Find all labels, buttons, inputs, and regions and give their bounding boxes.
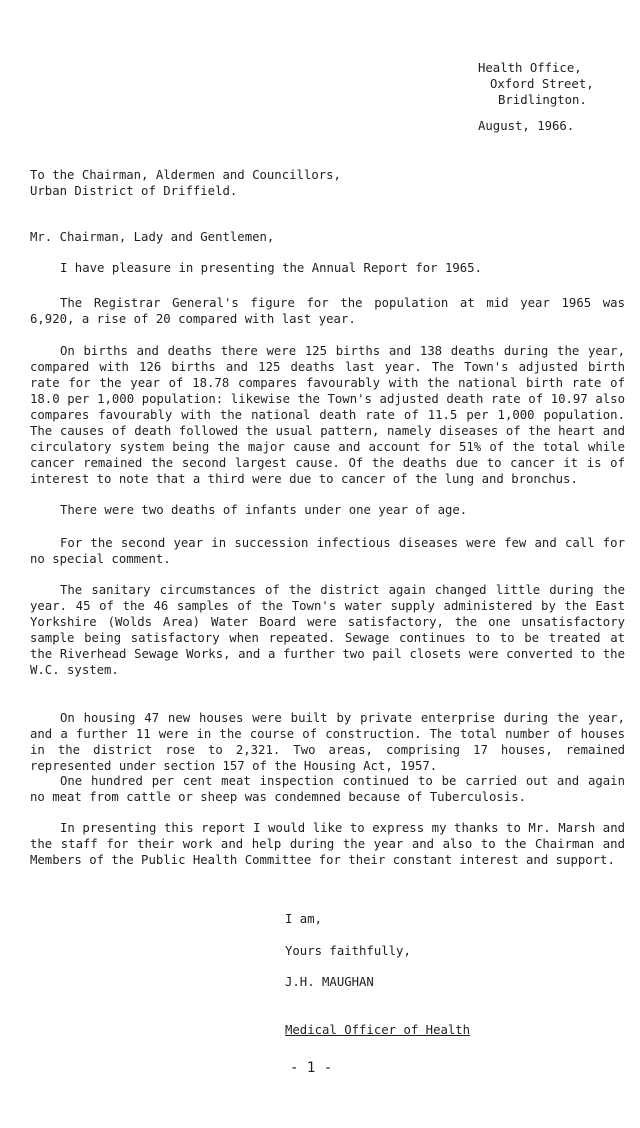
paragraph-births-deaths bbox=[30, 343, 625, 487]
sender-address bbox=[478, 60, 594, 108]
paragraph-births-deaths-text: On births and deaths there were 125 births and 138 deaths during the year, compared with 126 births and 125 deaths last year. The Town's adjusted birth rate for the year of 18.78 compares favourably with the national birth rate of 18.0 per 1,000 population: likewise the Town's adjusted death rate of 10.97 also compares favourably with the national death rate of 11.5 per 1,000 population. The causes of death followed the usual pattern, namely diseases of the heart and circulatory system being the major cause and account for 51% of the total while cancer remained the second largest cause. Of the deaths due to cancer it is of interest to note that a third were due to cancer of the lung and bronchus. bbox=[30, 344, 625, 486]
paragraph-population-text: The Registrar General's figure for the population at mid year 1965 was 6,920, a rise of 20 compared with last year. bbox=[30, 296, 625, 326]
paragraph-meat-inspection bbox=[30, 773, 625, 805]
address-line-2: Oxford Street, bbox=[490, 77, 594, 91]
page-number: - 1 - bbox=[290, 1060, 333, 1076]
paragraph-infectious-text: For the second year in succession infectious diseases were few and call for no special comment. bbox=[30, 536, 625, 566]
closing-line-2: Yours faithfully, bbox=[285, 944, 411, 958]
paragraph-intro-text: I have pleasure in presenting the Annual Report for 1965. bbox=[60, 261, 482, 275]
paragraph-sanitary-text: The sanitary circumstances of the district again changed little during the year. 45 of the 46 samples of the Town's water supply administered by the East Yorkshire (Wolds Area) Water Board were satisfactory, the one unsatisfactory sample being satisfactory when repeated. Sewage continues to to be treated at the Riverhead Sewage Works, and a further two pail closets were converted to the W.C. system. bbox=[30, 583, 625, 677]
signature: J.H. MAUGHAN bbox=[285, 975, 374, 989]
paragraph-infectious bbox=[30, 535, 625, 567]
paragraph-intro bbox=[30, 260, 625, 276]
salutation: Mr. Chairman, Lady and Gentlemen, bbox=[30, 230, 275, 244]
paragraph-sanitary bbox=[30, 582, 625, 678]
recipient-block bbox=[30, 167, 341, 199]
paragraph-infant-deaths-text: There were two deaths of infants under one year of age. bbox=[60, 503, 468, 517]
address-line-3: Bridlington. bbox=[498, 93, 587, 107]
paragraph-meat-inspection-text: One hundred per cent meat inspection continued to be carried out and again no meat from cattle or sheep was condemned because of Tuberculosis. bbox=[30, 774, 625, 804]
paragraph-infant-deaths bbox=[30, 502, 625, 518]
paragraph-housing-text: On housing 47 new houses were built by private enterprise during the year, and a further 11 were in the course of construction. The total number of houses in the district rose to 2,321. Two areas, comprising 17 houses, remained represented under section 157 of the Housing Act, 1957. bbox=[30, 711, 625, 773]
paragraph-thanks-text: In presenting this report I would like to express my thanks to Mr. Marsh and the staff for their work and help during the year and also to the Chairman and Members of the Public Health Committee for their constant interest and support. bbox=[30, 821, 625, 867]
paragraph-thanks bbox=[30, 820, 625, 868]
paragraph-population bbox=[30, 295, 625, 327]
recipient-line-1: To the Chairman, Aldermen and Councillors, bbox=[30, 168, 341, 182]
paragraph-housing bbox=[30, 710, 625, 774]
address-line-1: Health Office, bbox=[478, 61, 582, 75]
closing-line-1: I am, bbox=[285, 912, 323, 926]
letter-date: August, 1966. bbox=[478, 119, 575, 133]
recipient-line-2: Urban District of Driffield. bbox=[30, 184, 238, 198]
signatory-title: Medical Officer of Health bbox=[285, 1023, 471, 1037]
